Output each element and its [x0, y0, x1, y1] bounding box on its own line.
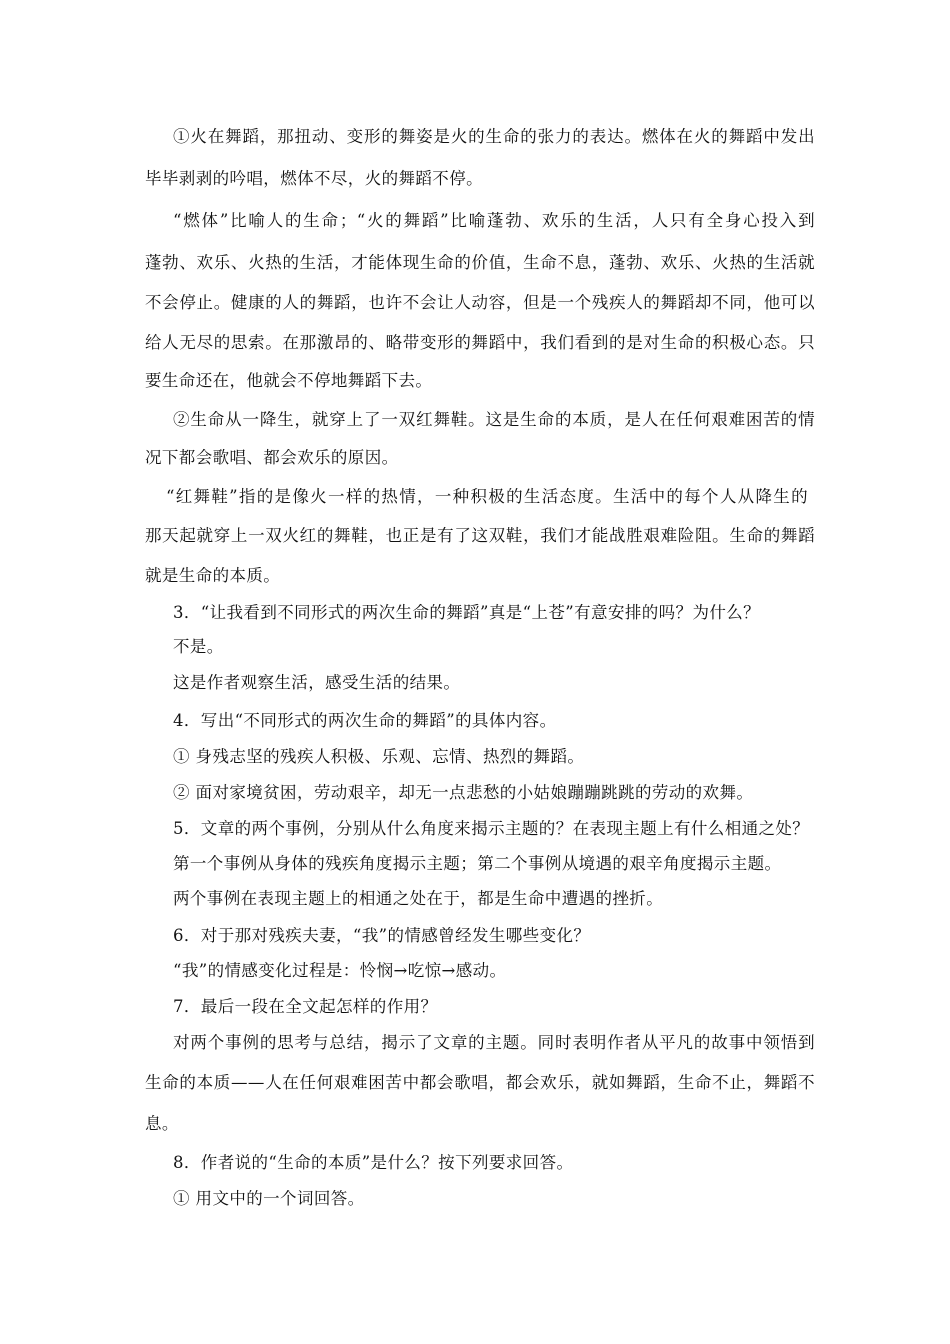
text-line: 不会停止。健康的人的舞蹈，也许不会让人动容，但是一个残疾人的舞蹈却不同，他可以 [145, 293, 815, 312]
question-3: 3．“让我看到不同形式的两次生命的舞蹈”真是“上苍”有意安排的吗？为什么？ [173, 603, 761, 622]
text-line: ②生命从一降生，就穿上了一双红舞鞋。这是生命的本质，是人在任何艰难困苦的情 [173, 410, 815, 429]
answer-line: ① 身残志坚的残疾人积极、乐观、忘情、热烈的舞蹈。 [173, 747, 585, 766]
answer-line: ① 用文中的一个词回答。 [173, 1189, 365, 1208]
text-line: ①火在舞蹈，那扭动、变形的舞姿是火的生命的张力的表达。燃体在火的舞蹈中发出 [173, 127, 815, 146]
text-line: 毕毕剥剥的吟唱，燃体不尽，火的舞蹈不停。 [145, 169, 483, 188]
text-line: 就是生命的本质。 [145, 566, 281, 585]
text-line: “燃体”比喻人的生命；“火的舞蹈”比喻蓬勃、欢乐的生活，人只有全身心投入到 [173, 211, 815, 230]
text-line: 要生命还在，他就会不停地舞蹈下去。 [145, 371, 433, 390]
answer-line: 息。 [145, 1114, 179, 1133]
answer-line: ② 面对家境贫困，劳动艰辛，却无一点悲愁的小姑娘蹦蹦跳跳的劳动的欢舞。 [173, 783, 754, 802]
text-line: “红舞鞋”指的是像火一样的热情，一种积极的生活态度。生活中的每个人从降生的 [166, 487, 808, 506]
text-line: 那天起就穿上一双火红的舞鞋，也正是有了这双鞋，我们才能战胜艰难险阻。生命的舞蹈 [145, 526, 815, 545]
answer-line: 不是。 [173, 637, 224, 656]
question-4: 4．写出“不同形式的两次生命的舞蹈”的具体内容。 [173, 711, 557, 730]
question-5: 5．文章的两个事例，分别从什么角度来揭示主题的？在表现主题上有什么相通之处？ [173, 819, 810, 838]
question-6: 6．对于那对残疾夫妻，“我”的情感曾经发生哪些变化？ [173, 926, 591, 945]
answer-line: 对两个事例的思考与总结，揭示了文章的主题。同时表明作者从平凡的故事中领悟到 [173, 1033, 815, 1052]
answer-line: 生命的本质——人在任何艰难困苦中都会歌唱，都会欢乐，就如舞蹈，生命不止，舞蹈不 [145, 1073, 815, 1092]
text-line: 蓬勃、欢乐、火热的生活，才能体现生命的价值，生命不息，蓬勃、欢乐、火热的生活就 [145, 253, 815, 272]
answer-line: “我”的情感变化过程是：怜悯→吃惊→感动。 [173, 961, 507, 980]
text-line: 给人无尽的思索。在那激昂的、略带变形的舞蹈中，我们看到的是对生命的积极心态。只 [145, 333, 815, 352]
answer-line: 两个事例在表现主题上的相通之处在于，都是生命中遭遇的挫折。 [173, 889, 664, 908]
text-line: 况下都会歌唱、都会欢乐的原因。 [145, 448, 399, 467]
answer-line: 第一个事例从身体的残疾角度揭示主题；第二个事例从境遇的艰辛角度揭示主题。 [173, 854, 782, 873]
question-7: 7．最后一段在全文起怎样的作用？ [173, 997, 438, 1016]
answer-line: 这是作者观察生活，感受生活的结果。 [173, 673, 461, 692]
question-8: 8．作者说的“生命的本质”是什么？按下列要求回答。 [173, 1153, 574, 1172]
